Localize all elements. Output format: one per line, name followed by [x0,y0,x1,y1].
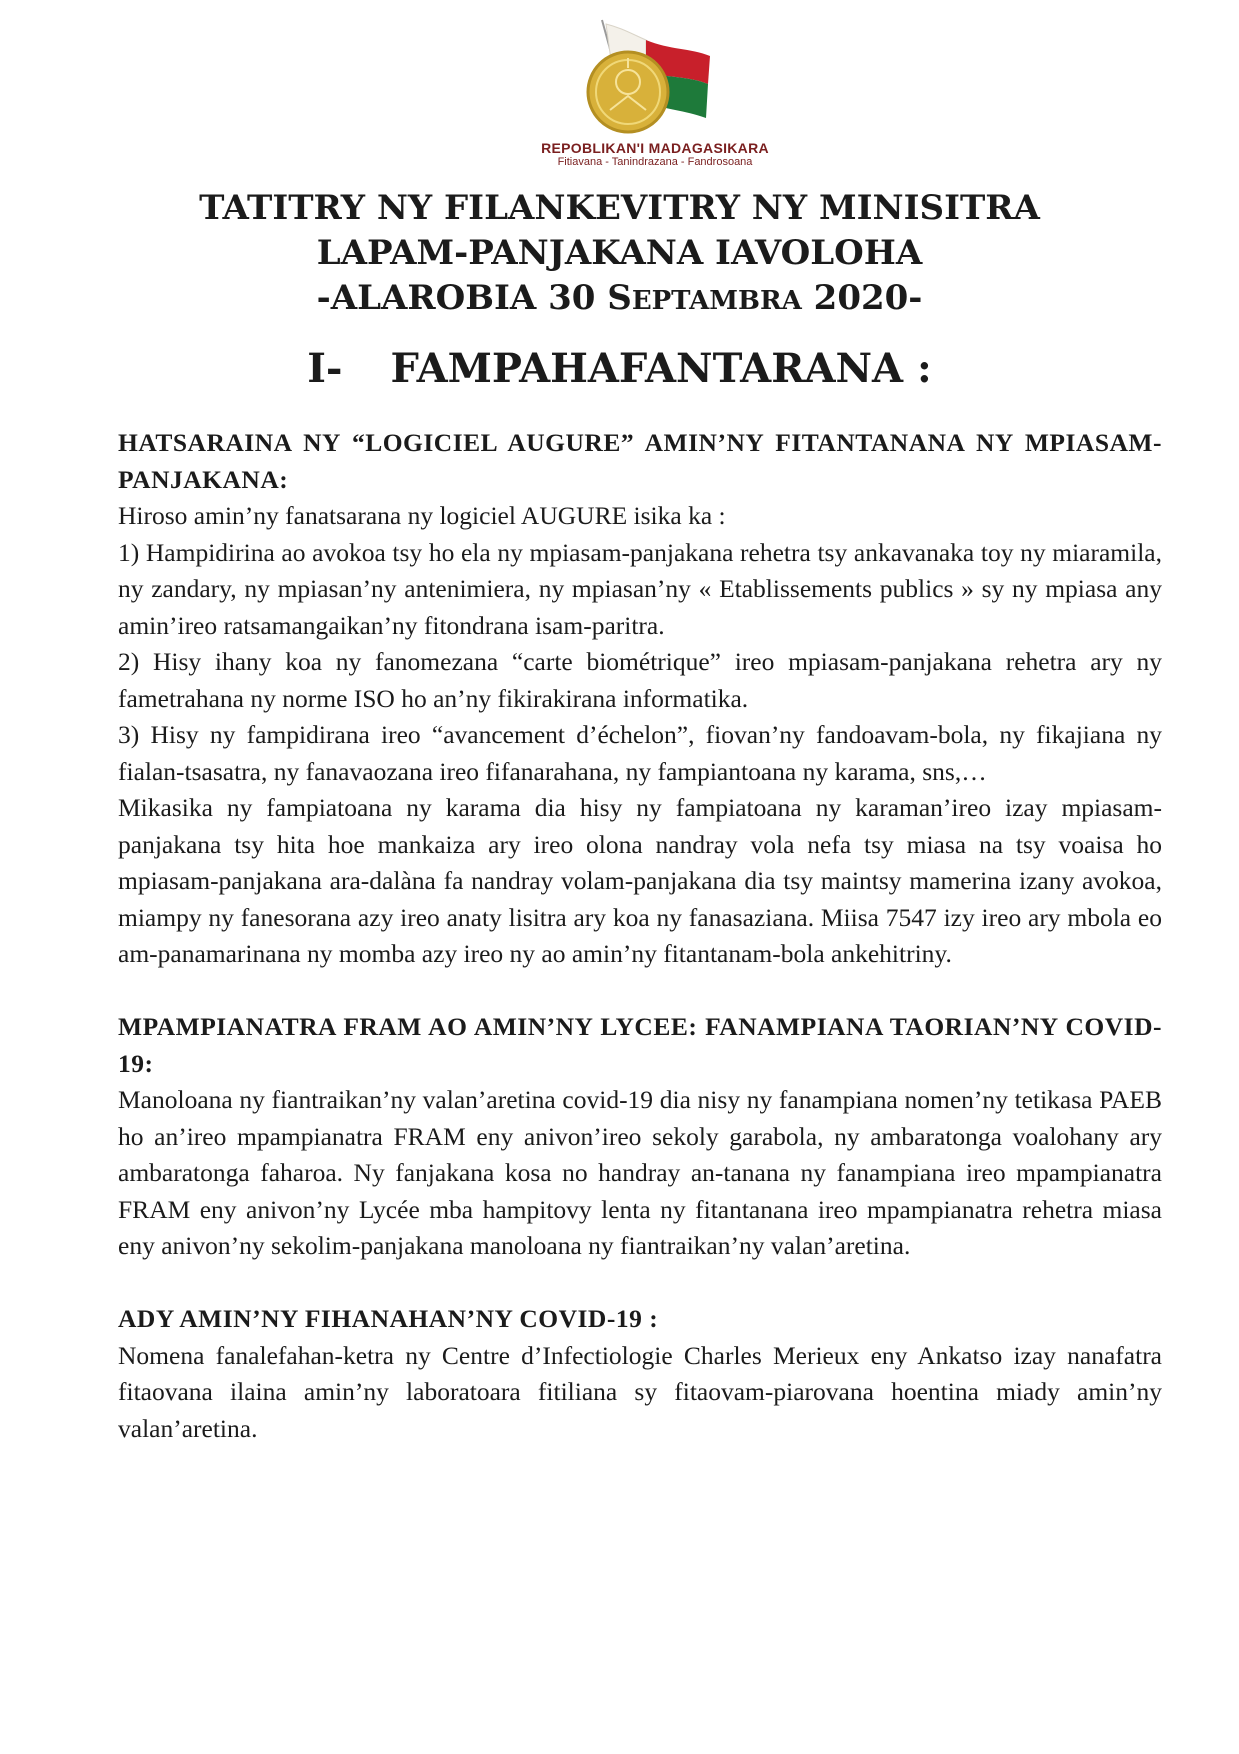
report-date-prefix: -ALAROBIA 30 [316,278,608,318]
item-paragraph: Nomena fanalefahan-ketra ny Centre d’Infectiologie Charles Merieux eny Ankatso izay nanafatra fitaovana ilaina amin’ny laboratoara fitiliana sy fitaovam-piarovana hoentina miady amin’ny valan’aretina. [118,1340,1162,1443]
republic-name: REPOBLIKAN'I MADAGASIKARA [541,140,769,156]
republic-motto: Fitiavana - Tanindrazana - Fandrosoana [557,156,753,168]
item-paragraph: Hiroso amin’ny fanatsarana ny logiciel AUGURE isika ka : [118,501,726,530]
item-paragraph: 3) Hisy ny fampidirana ireo “avancement d’échelon”, fiovan’ny fandoavam-bola, ny fikajiana ny fialan-tsasatra, ny fanavaozana ireo fifanarahana, ny fampiantoana ny karama, sns,… [118,720,1162,786]
section-title: FAMPAHAFANTARANA : [390,345,932,392]
item-paragraph: Manoloana ny fiantraikan’ny valan’aretina covid-19 dia nisy ny fanampiana nomen’ny tetikasa PAEB ho an’ireo mpampianatra FRAM eny anivon’ireo sekoly garabola, ny ambaratonga voalohany ary ambaratonga faharoa. Ny fanjakana kosa no handray an-tanana ny fanampiana ireo mpampianatra FRAM eny anivon’ny Lycée mba hampitovy lenta ny fitantanana ireo mpampianatra rehetra miasa eny anivon’ny sekolim-panjakana manoloana ny fiantraikan’ny valan’aretina. [118,1085,1162,1260]
report-date-month-initial: S [607,278,632,318]
report-title-line-2: LAPAM-PANJAKANA IAVOLOHA [316,233,923,273]
report-body [118,425,1162,1447]
item-paragraph: 2) Hisy ihany koa ny fanomezana “carte biométrique” ireo mpiasam-panjakana rehetra ary ny fametrahana ny norme ISO ho an’ny fikirakirana informatika. [118,647,1162,713]
item-heading: ADY AMIN’NY FIHANAHAN’NY COVID-19 : [118,1304,659,1333]
section-number: I- [307,345,343,392]
report-date-suffix: 2020- [801,278,923,318]
republic-emblem [520,18,790,168]
item-heading: HATSARAINA NY “LOGICIEL AUGURE” AMIN’NY FITANTANANA NY MPIASAM-PANJAKANA: [118,428,1162,494]
spacer [118,973,1162,1010]
seal-and-flag-icon [580,18,730,140]
report-title-line-1: TATITRY NY FILANKEVITRY NY MINISITRA [199,188,1040,228]
item-paragraph: Mikasika ny fampiatoana ny karama dia hisy ny fampiatoana ny karaman’ireo izay mpiasam-panjakana tsy hita hoe mankaiza ary ireo olona nandray vola nefa tsy miasa na tsy voaisa ho mpiasam-panjakana ara-dalàna fa nandray volam-panjakana dia tsy maintsy mamerina izany avokoa, miampy ny fanesorana azy ireo anaty lisitra ary koa ny fanasaziana. Miisa 7547 izy ireo ary mbola eo am-panamarinana ny momba azy ireo ny ao amin’ny fitantanam-bola ankehitriny. [118,793,1162,968]
section-heading [0,345,1239,392]
report-date-month: EPTAMBRA [631,286,802,316]
spacer [118,1265,1162,1302]
report-date [0,278,1239,318]
item-heading: MPAMPIANATRA FRAM AO AMIN’NY LYCEE: FANAMPIANA TAORIAN’NY COVID-19: [118,1012,1162,1078]
item-paragraph: 1) Hampidirina ao avokoa tsy ho ela ny mpiasam-panjakana rehetra tsy ankavanaka toy ny miaramila, ny zandary, ny mpiasan’ny antenimiera, ny mpiasan’ny « Etablissements publics » sy ny mpiasa any amin’ireo ratsamangaikan’ny fitondrana isam-paritra. [118,537,1162,640]
